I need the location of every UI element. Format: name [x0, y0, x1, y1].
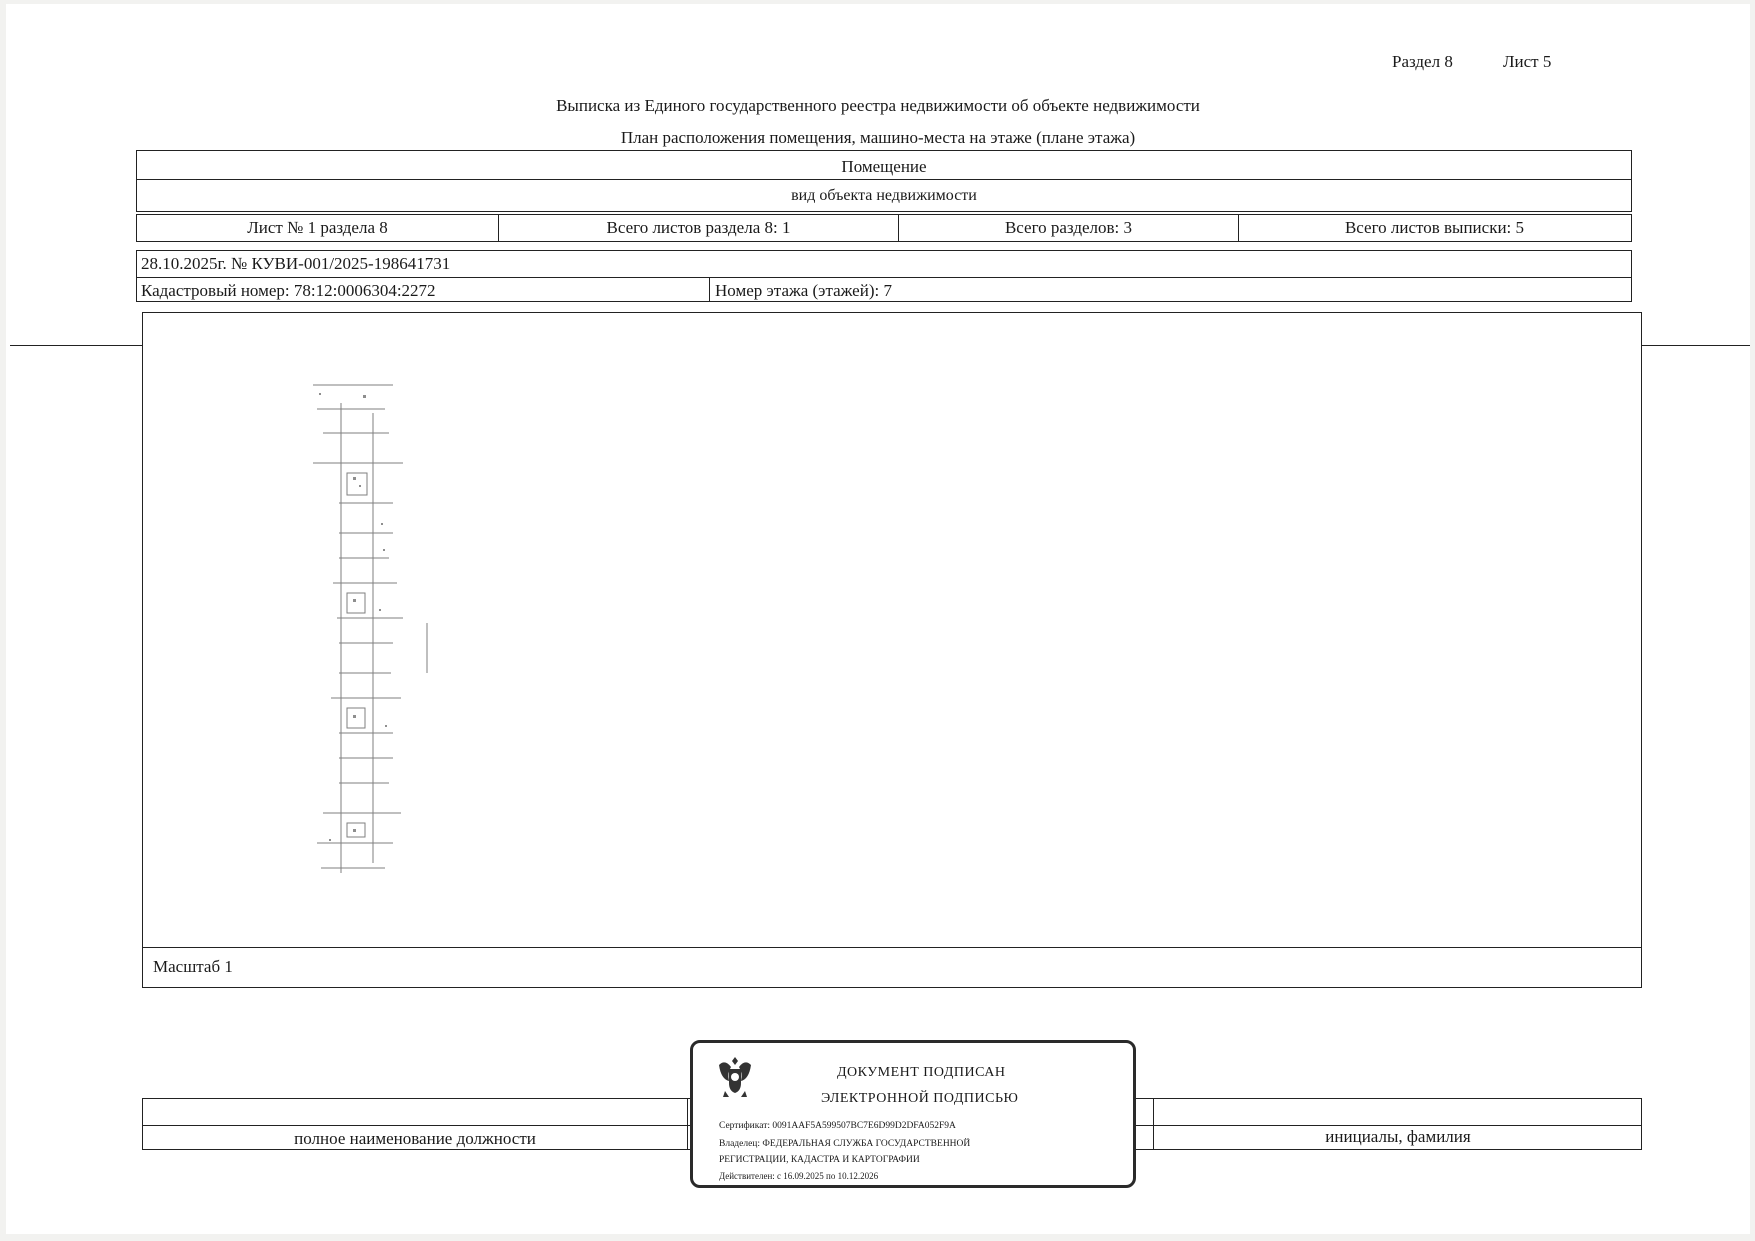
stamp-validity: Действителен: с 16.09.2025 по 10.12.2026 — [719, 1171, 879, 1181]
name-caption: инициалы, фамилия — [1325, 1127, 1471, 1146]
stamp-line-1: ДОКУМЕНТ ПОДПИСАН — [837, 1065, 1006, 1080]
document-sheet — [6, 4, 1750, 1234]
floor-plan-drawing — [293, 373, 443, 893]
floor-number: Номер этажа (этажей): 7 — [715, 281, 892, 300]
position-caption: полное наименование должности — [294, 1129, 536, 1148]
document-title: Выписка из Единого государственного реестра недвижимости об объекте недвижимости — [556, 96, 1200, 115]
section-label: Раздел 8 — [1392, 52, 1453, 71]
sheets-info-row — [136, 214, 1632, 242]
stamp-owner-line-2: РЕГИСТРАЦИИ, КАДАСТРА И КАРТОГРАФИИ — [719, 1155, 920, 1165]
floor-plan-area — [142, 312, 1642, 988]
object-kind-caption: вид объекта недвижимости — [791, 187, 977, 204]
object-type-box — [136, 150, 1632, 212]
document-subtitle: План расположения помещения, машино-места на этаже (плане этажа) — [620, 128, 1136, 147]
stamp-line-2: ЭЛЕКТРОННОЙ ПОДПИСЬЮ — [821, 1091, 1019, 1106]
electronic-signature-stamp — [690, 1040, 1136, 1188]
sheet-label: Лист 5 — [1503, 52, 1552, 71]
coat-of-arms-icon — [711, 1051, 759, 1103]
object-name: Помещение — [841, 157, 927, 176]
total-sheets-extract-cell: Всего листов выписки: 5 — [1344, 218, 1525, 237]
scale-label: Масштаб 1 — [153, 957, 233, 976]
sheet-number-cell: Лист № 1 раздела 8 — [137, 215, 499, 241]
total-sections-cell: Всего разделов: 3 — [899, 215, 1239, 241]
stamp-owner-line-1: Владелец: ФЕДЕРАЛЬНАЯ СЛУЖБА ГОСУДАРСТВЕННОЙ — [719, 1139, 971, 1149]
extract-date-number: 28.10.2025г. № КУВИ-001/2025-198641731 — [141, 254, 451, 273]
extract-info-box — [136, 250, 1632, 302]
cadastral-number: Кадастровый номер: 78:12:0006304:2272 — [141, 281, 436, 300]
total-sheets-section-cell: Всего листов раздела 8: 1 — [499, 215, 899, 241]
stamp-certificate: Сертификат: 0091AAF5A599507BC7E6D99D2DFA052F9A — [719, 1121, 956, 1131]
